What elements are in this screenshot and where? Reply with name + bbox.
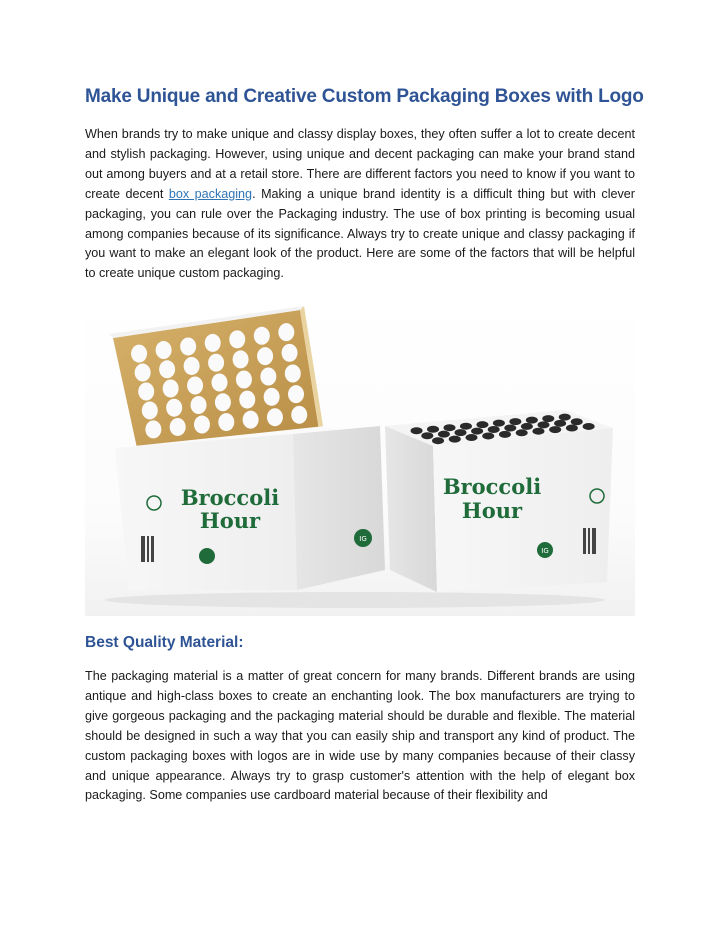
right-box-brand-line2: Hour xyxy=(461,498,523,523)
hole xyxy=(466,434,478,441)
hole xyxy=(184,357,200,375)
hole xyxy=(482,432,494,439)
intro-text-before-link: When brands try to make unique and classy display boxes, they often suffer a lot to create decent and stylish packaging. However, using unique and decent packaging can make your brand stand out among buyers and at a retail store. There are different factors you need to know if you want to create decent xyxy=(85,127,635,201)
hole xyxy=(432,437,444,444)
intro-text-after-link: . Making a unique brand identity is a difficult thing but with clever packaging, you can rule over the Packaging industry. The use of box printing is becoming usual among companies because of its significance. Always try to create unique and classy packaging if you want to make an elegant look of the product. Here are some of the factors that will be helpful to create unique custom packaging. xyxy=(85,186,635,281)
hole xyxy=(449,436,461,443)
left-box-side xyxy=(293,426,385,590)
left-box-brand-line1: Broccoli xyxy=(180,485,280,510)
right-box xyxy=(385,410,613,592)
hole xyxy=(499,431,511,438)
hole xyxy=(282,344,298,362)
hole xyxy=(509,418,521,425)
hole xyxy=(208,354,224,372)
hole xyxy=(135,364,151,382)
hole xyxy=(471,428,483,435)
right-box-barcode xyxy=(583,528,586,554)
hole xyxy=(571,418,583,425)
floor-shadow xyxy=(105,592,605,608)
hole xyxy=(257,347,273,365)
hole xyxy=(427,426,439,433)
hole xyxy=(504,424,516,431)
hole xyxy=(516,429,528,436)
hole xyxy=(243,411,259,429)
hole xyxy=(559,414,571,421)
hole xyxy=(218,413,234,431)
packaging-boxes-illustration xyxy=(85,298,635,616)
left-box-broccoli-icon xyxy=(199,548,215,564)
left-box-barcode xyxy=(141,536,145,562)
svg-text:IG: IG xyxy=(541,547,549,555)
hole xyxy=(526,417,538,424)
hole xyxy=(421,432,433,439)
hole xyxy=(476,421,488,428)
hole xyxy=(156,341,172,359)
hole xyxy=(159,360,175,378)
hole xyxy=(131,345,147,363)
hole xyxy=(532,428,544,435)
hole xyxy=(493,420,505,427)
hole xyxy=(267,408,283,426)
hole xyxy=(180,337,196,355)
hole xyxy=(460,423,472,430)
hole xyxy=(521,423,533,430)
hole xyxy=(260,368,276,386)
hole xyxy=(233,350,249,368)
hole xyxy=(264,388,280,406)
hole xyxy=(239,391,255,409)
svg-text:IG: IG xyxy=(359,535,367,543)
hole xyxy=(278,323,294,341)
hole xyxy=(438,431,450,438)
hole xyxy=(566,425,578,432)
hole xyxy=(138,383,154,401)
hole xyxy=(455,429,467,436)
box-packaging-link[interactable]: box packaging xyxy=(168,186,253,201)
hole xyxy=(254,327,270,345)
hole xyxy=(444,424,456,431)
hole xyxy=(163,380,179,398)
hole xyxy=(142,401,158,419)
right-box-left-side xyxy=(385,426,437,592)
hole xyxy=(145,420,161,438)
hole xyxy=(538,421,550,428)
hole xyxy=(488,426,500,433)
left-box xyxy=(109,306,385,590)
section-heading-best-quality-material: Best Quality Material: xyxy=(85,634,244,651)
intro-paragraph xyxy=(85,125,635,284)
right-box-brand-line1: Broccoli xyxy=(442,474,542,499)
hole xyxy=(191,396,207,414)
hole xyxy=(212,374,228,392)
hole xyxy=(291,406,307,424)
hole xyxy=(285,365,301,383)
best-quality-material-paragraph: The packaging material is a matter of great concern for many brands. Different brands are using antique and high-class boxes to create an enchanting look. The box manufacturers are trying to give gorgeous packaging and the packaging material should be durable and flexible. The material should be designed in such a way that you can easily ship and transport any kind of product. The custom packaging boxes with logos are in wide use by many companies because of their classy and unique appearance. Always try to grasp customer's attention with the help of elegant box packaging. Some companies use cardboard material because of their flexibility and xyxy=(85,669,635,803)
left-box-brand-line2: Hour xyxy=(199,508,261,533)
hole xyxy=(229,330,245,348)
hole xyxy=(205,334,221,352)
hole xyxy=(549,426,561,433)
page-title: Make Unique and Creative Custom Packaging Boxes with Logo xyxy=(85,86,644,107)
hole xyxy=(554,420,566,427)
hole xyxy=(583,423,595,430)
hole xyxy=(170,418,186,436)
hole xyxy=(194,416,210,434)
hole xyxy=(187,377,203,395)
hole xyxy=(236,371,252,389)
hole xyxy=(542,415,554,422)
hole xyxy=(215,393,231,411)
hole xyxy=(411,427,423,434)
product-photo xyxy=(85,298,635,616)
hole xyxy=(288,385,304,403)
hole xyxy=(166,399,182,417)
right-box-front xyxy=(433,428,613,592)
